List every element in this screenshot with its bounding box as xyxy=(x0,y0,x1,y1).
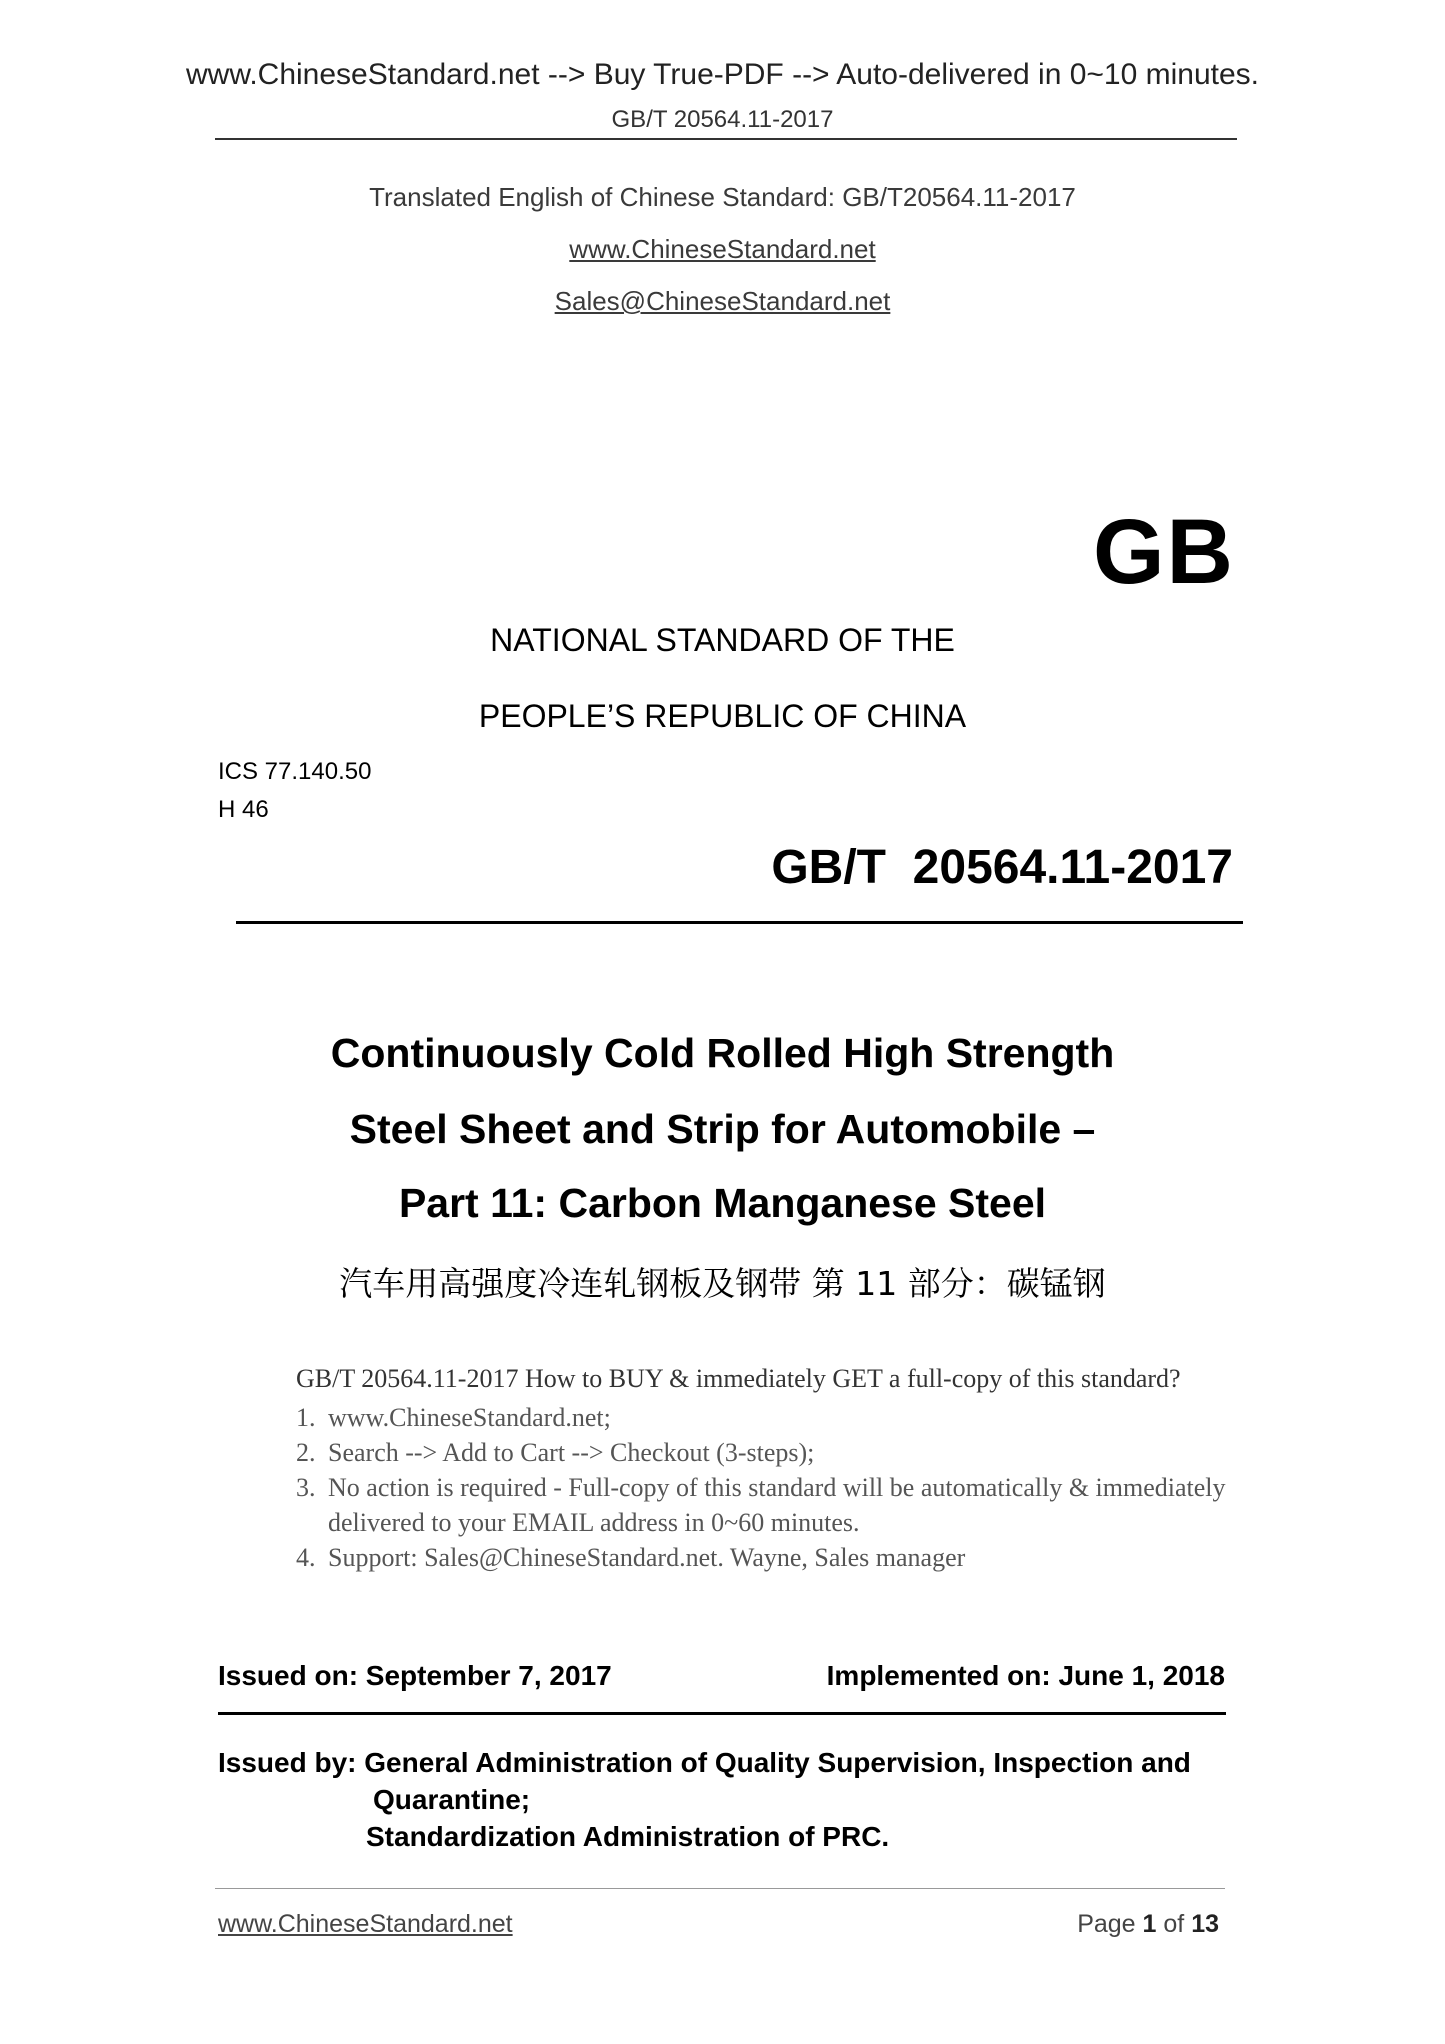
step-text: Support: Sales@ChineseStandard.net. Wayne, Sales manager xyxy=(328,1543,966,1572)
title-line3: Part 11: Carbon Manganese Steel xyxy=(398,1180,1047,1226)
national-standard-line2: PEOPLE’S REPUBLIC OF CHINA xyxy=(478,698,967,734)
h-code: H 46 xyxy=(218,796,269,823)
standard-divider xyxy=(236,921,1243,924)
title-chinese: 汽车用高强度冷连轧钢板及钢带 第 11 部分：碳锰钢 xyxy=(339,1264,1106,1303)
buy-steps-list xyxy=(296,1400,1256,1575)
list-item xyxy=(296,1540,1256,1575)
header-standard-code: GB/T 20564.11-2017 xyxy=(611,106,834,133)
step-number: 3. xyxy=(296,1473,316,1502)
step-number: 1. xyxy=(296,1403,316,1432)
title-line2: Steel Sheet and Strip for Automobile – xyxy=(349,1106,1096,1152)
buy-instructions xyxy=(296,1364,1256,1575)
page-prefix: Page xyxy=(1077,1910,1143,1938)
site-link[interactable]: www.ChineseStandard.net xyxy=(569,234,876,264)
implemented-date: Implemented on: June 1, 2018 xyxy=(826,1660,1225,1691)
email-link[interactable]: Sales@ChineseStandard.net xyxy=(554,286,891,316)
issued-date: Issued on: September 7, 2017 xyxy=(218,1660,612,1691)
step-text[interactable]: www.ChineseStandard.net; xyxy=(328,1403,611,1432)
gb-logo: GB xyxy=(1093,501,1235,603)
page-indicator xyxy=(1077,1910,1219,1939)
list-item xyxy=(296,1400,1256,1435)
list-item xyxy=(296,1435,1256,1470)
page-of: of xyxy=(1156,1910,1192,1938)
page-total: 13 xyxy=(1191,1910,1219,1938)
page-current: 1 xyxy=(1142,1910,1157,1938)
footer-site-link[interactable]: www.ChineseStandard.net xyxy=(218,1910,513,1938)
step-text: Search --> Add to Cart --> Checkout (3-steps); xyxy=(328,1438,815,1467)
title-line1: Continuously Cold Rolled High Strength xyxy=(330,1030,1115,1076)
translated-notice: Translated English of Chinese Standard: GB/T20564.11-2017 xyxy=(369,182,1076,212)
list-item xyxy=(296,1470,1256,1540)
issuer-line3: Standardization Administration of PRC. xyxy=(366,1821,890,1852)
step-text: No action is required - Full-copy of this standard will be automatically & immediately delivered to your EMAIL address in 0~60 minutes. xyxy=(328,1473,1226,1537)
top-banner: www.ChineseStandard.net --> Buy True-PDF --> Auto-delivered in 0~10 minutes. xyxy=(185,58,1260,91)
issuer-line1: Issued by: General Administration of Quality Supervision, Inspection and xyxy=(218,1747,1191,1778)
issuer-line2: Quarantine; xyxy=(373,1784,531,1815)
national-standard-line1: NATIONAL STANDARD OF THE xyxy=(490,622,955,658)
standard-number: GB/T 20564.11-2017 xyxy=(771,841,1233,894)
buy-heading: GB/T 20564.11-2017 How to BUY & immediately GET a full-copy of this standard? xyxy=(296,1364,1181,1393)
ics-code: ICS 77.140.50 xyxy=(218,758,372,785)
issuer-block xyxy=(218,1744,1238,1855)
header-divider xyxy=(215,138,1237,140)
step-number: 2. xyxy=(296,1438,316,1467)
footer-divider xyxy=(215,1888,1225,1889)
dates-divider xyxy=(218,1712,1226,1715)
step-number: 4. xyxy=(296,1543,316,1572)
